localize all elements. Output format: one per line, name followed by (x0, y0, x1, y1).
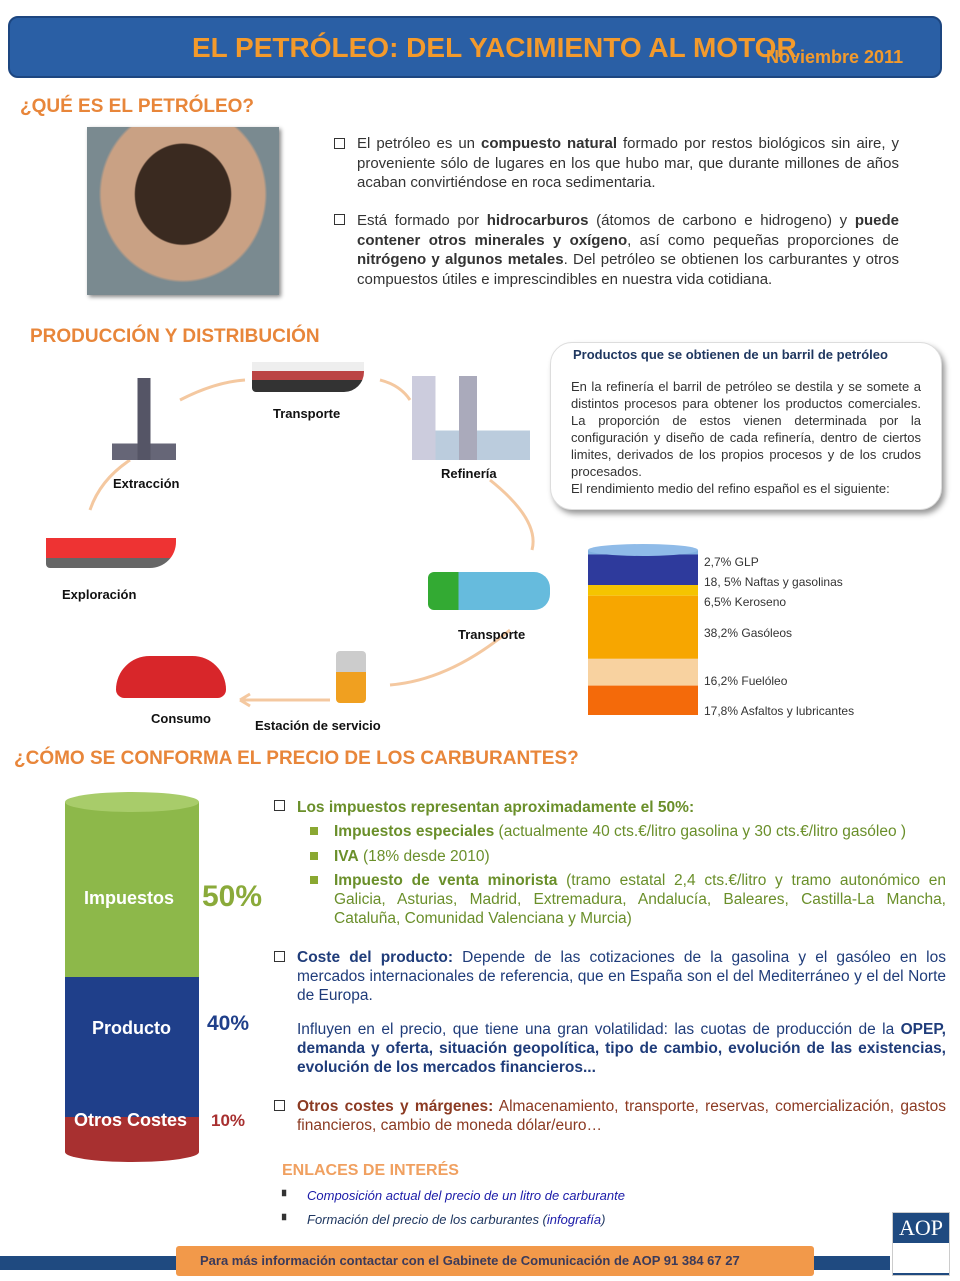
refinery-icon (412, 376, 530, 460)
footer-contact: Para más información contactar con el Gabinete de Comunicación de AOP 91 384 67 27 (176, 1246, 814, 1276)
step-label: Transporte (458, 627, 526, 642)
other-costs: Otros costes y márgenes: Almacenamiento, transporte, reservas, comercialización, gastos financieros, cambio de moneda dólar/euro… (297, 1098, 946, 1134)
barrel-legend-label: 17,8% Asfaltos y lubricantes (704, 704, 855, 718)
barrel-segment (588, 554, 698, 585)
cyl-label-producto: Producto (92, 1018, 171, 1038)
tax-item: Impuestos especiales (actualmente 40 cts.€/litro gasolina y 30 cts.€/litro gasóleo ) (334, 823, 907, 840)
step-label: Estación de servicio (255, 718, 381, 733)
cylinder-segment (65, 977, 199, 1117)
barrel-legend-label: 2,7% GLP (704, 555, 759, 569)
cylinder-top (65, 792, 199, 812)
link-infografia[interactable]: infografía (546, 1212, 602, 1227)
pct-producto: 40% (207, 1012, 250, 1035)
box-title: Productos que se obtienen de un barril de petróleo (573, 347, 888, 362)
barrel-segment (588, 585, 698, 596)
aop-logo: AOP (892, 1212, 950, 1276)
header-banner (8, 16, 942, 78)
barrel-legend-label: 38,2% Gasóleos (704, 626, 793, 640)
bullet-icon (334, 214, 345, 225)
bullet-icon (274, 800, 285, 811)
bullet-icon (274, 951, 285, 962)
cylinder-bottom (65, 1142, 199, 1162)
bullet-icon (310, 876, 318, 884)
exploration-ship-icon (46, 518, 176, 568)
tanker-truck-icon (428, 572, 550, 610)
pct-impuestos: 50% (202, 880, 263, 913)
paragraph-2: Está formado por hidrocarburos (átomos de carbono e hidrogeno) y puede contener otros minerales y oxígeno, así como pequeñas proporciones de nitrógeno y algunos metales. Del petróleo se obtienen los carburantes y otros compuestos útiles e imprescindibles en nuestra vida cotidiana. (357, 212, 900, 288)
fuel-pump-icon (336, 651, 366, 703)
barrel-segment (588, 596, 698, 659)
bullet-icon (310, 827, 318, 835)
cyl-label-impuestos: Impuestos (84, 888, 175, 908)
product-cost: Coste del producto: Depende de las cotizaciones de la gasolina y el gasóleo en los mercados internacionales de referencia, que en España son el del Mediterráneo y el del Norte de Europa. (297, 949, 946, 1004)
links-heading: ENLACES DE INTERÉS (282, 1162, 459, 1179)
barrel-legend-label: 16,2% Fuelóleo (704, 674, 788, 688)
document-icon: ▘ (282, 1215, 291, 1227)
car-icon (116, 656, 226, 698)
taxes-title: Los impuestos representan aproximadamente el 50%: (297, 799, 695, 816)
price-cylinder (62, 790, 202, 1165)
barrel-segment (588, 659, 698, 686)
link-formacion: Formación del precio de los carburantes (infografía) (307, 1212, 606, 1227)
tax-item: Impuesto de venta minorista (tramo estatal 2,4 cts.€/litro y tramo autonómico en Galicia, Asturias, Madrid, Extremadura, Andalucía, Baleares, Castilla-La Mancha, Cataluña, Comunidad Valenciana y Murcia) (334, 872, 946, 927)
date: Noviembre 2011 (766, 47, 904, 67)
tax-item: IVA (18% desde 2010) (334, 848, 490, 865)
bullet-icon (274, 1100, 285, 1111)
soil-hands-photo (87, 127, 279, 295)
barrel-info-box (550, 342, 942, 510)
barrel-chart (585, 540, 700, 720)
barrel-segment (588, 686, 698, 715)
section-heading-precio: ¿CÓMO SE CONFORMA EL PRECIO DE LOS CARBURANTES? (14, 748, 579, 769)
page-title: EL PETRÓLEO: DEL YACIMIENTO AL MOTOR (192, 32, 797, 63)
ship-icon (252, 362, 364, 392)
barrel-legend-label: 18, 5% Naftas y gasolinas (704, 575, 843, 589)
section-heading-produccion: PRODUCCIÓN Y DISTRIBUCIÓN (30, 326, 320, 347)
price-factors: Influyen en el precio, que tiene una gran volatilidad: las cuotas de producción de la OPEP, demanda y oferta, situación geopolítica, tipo de cambio, evolución de las existencias, evolución de los mercados financieros... (297, 1021, 946, 1076)
step-label: Refinería (441, 466, 497, 481)
link-composicion[interactable]: Composición actual del precio de un litro de carburante (307, 1188, 625, 1203)
step-label: Consumo (151, 711, 211, 726)
cyl-label-otros: Otros Costes (74, 1110, 188, 1130)
step-label: Extracción (113, 476, 180, 491)
step-label: Transporte (273, 406, 341, 421)
box-text: En la refinería el barril de petróleo se destila y se somete a distintos procesos para obtener los productos comerciales. La proporción de estos vienen determinada por la configuración y diseño de cada refinería, dentro de ciertos limites, derivados de los propios procesos y de los crudos procesados. El rendimiento medio del refino español es el siguiente: (571, 379, 921, 496)
paragraph-1: El petróleo es un compuesto natural formado por restos biológicos sin aire, y proveniente sólo de lugares en los que hubo mar, que durante millones de años acaban convirtiéndose en roca sedimentaria. (357, 135, 900, 191)
pct-otros: 10% (211, 1111, 246, 1130)
document-icon: ▘ (282, 1191, 291, 1203)
oil-rig-icon (112, 378, 176, 460)
bullet-icon (334, 138, 345, 149)
step-label: Exploración (62, 587, 137, 602)
section-heading-que-es: ¿QUÉ ES EL PETRÓLEO? (20, 96, 255, 117)
barrel-top (588, 544, 698, 556)
barrel-legend-label: 6,5% Keroseno (704, 595, 787, 609)
bullet-icon (310, 852, 318, 860)
